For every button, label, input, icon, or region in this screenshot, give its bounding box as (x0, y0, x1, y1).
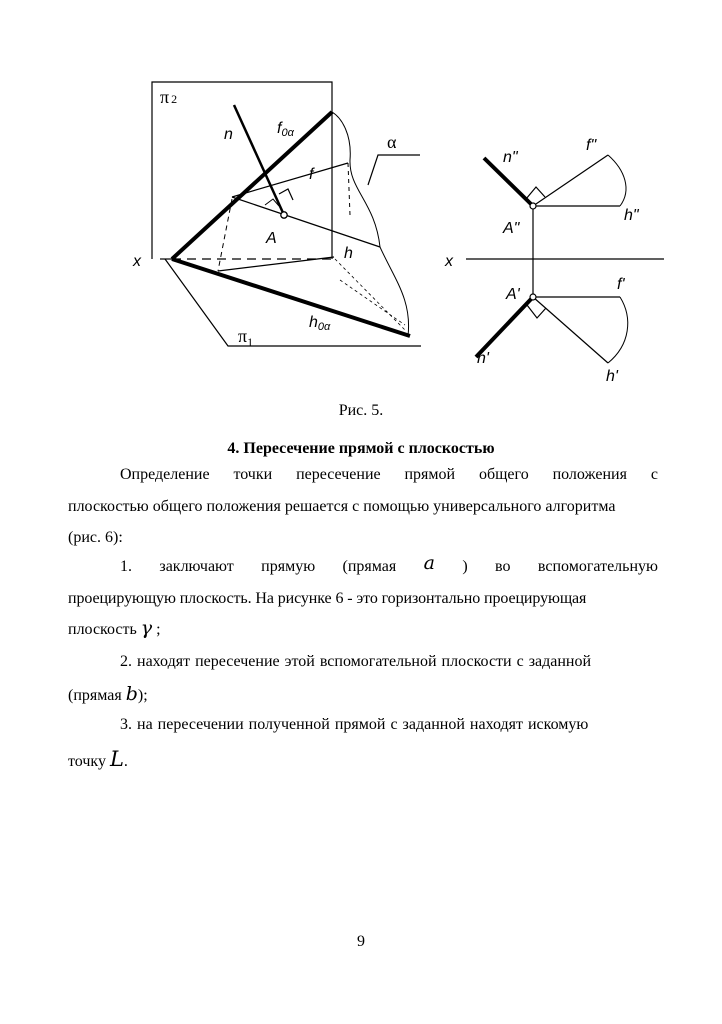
label-pi1: $\pi_1$ (238, 326, 254, 349)
word: заключают (159, 558, 234, 575)
label-alpha: α (387, 132, 397, 152)
f2-h2-arc (608, 155, 626, 206)
step-2-line-2: (прямая b); (68, 683, 148, 705)
page-number: 9 (357, 933, 365, 950)
h1-line (533, 297, 608, 363)
orthographic-view-labels (444, 137, 640, 385)
symbol-a: a (423, 552, 435, 574)
horizontal-trace-line (172, 259, 410, 336)
word: Определение (120, 466, 210, 483)
point-A2 (530, 203, 536, 209)
step-1-line-2: проецирующую плоскость. На рисунке 6 - это горизонтально проецирующая (68, 590, 587, 607)
label-A1: A' (506, 286, 520, 303)
label-h2: h" (624, 207, 639, 224)
spatial-view (152, 82, 421, 346)
word: вспомогательную (537, 558, 658, 575)
word: прямой (404, 466, 456, 483)
word: 1. (120, 558, 132, 575)
figure-caption: Рис. 5. (338, 402, 384, 419)
label-pi2: π 2 (160, 87, 178, 107)
label-f0a: f0α (277, 120, 294, 139)
label-h1: h' (606, 368, 618, 385)
horizontal-line (232, 197, 380, 247)
symbol-b: b (125, 683, 138, 705)
word: прямую (261, 558, 316, 575)
plane-curve-upper (332, 112, 380, 247)
symbol-gamma: γ (140, 617, 153, 639)
f2-line (533, 155, 608, 206)
word: ) (462, 558, 468, 575)
n1-line (476, 297, 533, 357)
f1-h1-arc (608, 297, 628, 363)
word: во (495, 558, 511, 575)
word: положения (552, 466, 627, 483)
right-angle-upper (526, 187, 545, 199)
step-3-line-1: 3. на пересечении полученной прямой с заданной находят искомую (120, 716, 589, 733)
word: пересечение (296, 466, 381, 483)
word: с (650, 466, 658, 483)
label-h0a: h0α (309, 314, 331, 333)
step-1-line-3: плоскость γ ; (68, 617, 161, 639)
symbol-L: L (109, 747, 124, 771)
step-3-line-2: точку L. (68, 747, 128, 771)
section-heading: 4. Пересечение прямой с плоскостью (227, 440, 495, 457)
step-1-line-1 (120, 552, 658, 577)
word: (прямая (342, 558, 397, 575)
horizontal-plane-frame (165, 259, 421, 346)
paragraph-line-1 (120, 465, 658, 485)
plane-hatch (335, 259, 405, 330)
paragraph-line-3: (рис. 6): (68, 529, 123, 546)
label-n1: n' (477, 350, 489, 367)
label-f: f (309, 166, 314, 183)
front-trace-line (172, 112, 332, 259)
right-angle-lower (527, 305, 546, 318)
label-x-right: x (445, 253, 453, 270)
word: общего (478, 466, 529, 483)
geometry-figure (0, 0, 722, 400)
label-n2: n" (503, 149, 518, 166)
paragraph-line-2: плоскостью общего положения решается с помощью универсального алгоритма (68, 498, 616, 515)
label-n: n (224, 126, 233, 143)
point-A1 (530, 294, 536, 300)
spatial-view-labels (132, 87, 397, 349)
point-A (281, 212, 287, 218)
alpha-leader (368, 155, 420, 185)
step-2-line-1: 2. находят пересечение этой вспомогательной плоскости с заданной (120, 653, 592, 670)
frontal-plane-frame (152, 82, 332, 259)
label-A2: A" (503, 220, 520, 237)
label-f1: f' (617, 276, 625, 293)
orthographic-view (466, 155, 664, 363)
label-A: A (266, 230, 277, 247)
word: точки (233, 466, 273, 483)
plane-curve-lower (380, 247, 409, 336)
label-f2: f" (586, 137, 597, 154)
right-angle-mark (279, 189, 293, 200)
label-x-left: x (133, 253, 141, 270)
label-h: h (344, 245, 353, 262)
plane-dashed-connector (348, 163, 350, 215)
frontal-line (232, 163, 348, 197)
